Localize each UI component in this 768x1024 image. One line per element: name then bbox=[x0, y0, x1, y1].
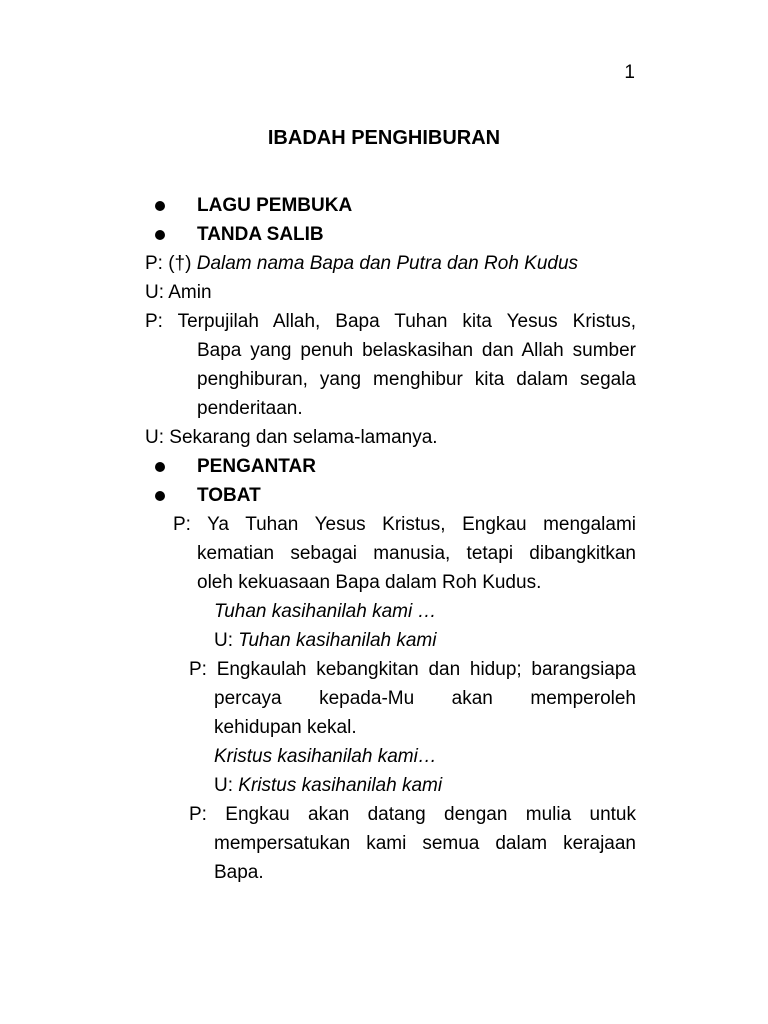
line-u-amin: U: Amin bbox=[145, 282, 212, 303]
line-p-terpujilah-4: penderitaan. bbox=[197, 398, 303, 419]
response-call-2: Kristus kasihanilah kami… bbox=[214, 746, 437, 767]
bullet-icon bbox=[155, 230, 165, 240]
heading-lagu-pembuka: LAGU PEMBUKA bbox=[197, 195, 353, 216]
line-p-terpujilah-3: penghiburan, yang menghibur kita dalam segala bbox=[197, 369, 636, 390]
line-tobat-p2-1: P: Engkaulah kebangkitan dan hidup; barangsiapa bbox=[189, 659, 636, 680]
line-tobat-p2-2: percaya kepada-Mu akan memperoleh bbox=[214, 688, 636, 709]
page-title: IBADAH PENGHIBURAN bbox=[267, 127, 501, 149]
line-tobat-p3-2: mempersatukan kami semua dalam kerajaan bbox=[214, 833, 636, 854]
bullet-icon bbox=[155, 201, 165, 211]
line-p-terpujilah-1: P: Terpujilah Allah, Bapa Tuhan kita Yesus Kristus, bbox=[145, 311, 636, 332]
heading-tanda-salib: TANDA SALIB bbox=[197, 224, 324, 245]
bullet-icon bbox=[155, 462, 165, 472]
heading-pengantar: PENGANTAR bbox=[197, 456, 316, 477]
line-tobat-p1-1: P: Ya Tuhan Yesus Kristus, Engkau mengalami bbox=[173, 514, 636, 535]
heading-tobat: TOBAT bbox=[197, 485, 261, 506]
line-p-terpujilah-2: Bapa yang penuh belaskasihan dan Allah sumber bbox=[197, 340, 636, 361]
response-u-2: U: Kristus kasihanilah kami bbox=[214, 775, 443, 796]
line-tobat-p3-3: Bapa. bbox=[214, 862, 264, 883]
line-tobat-p1-2: kematian sebagai manusia, tetapi dibangkitkan bbox=[197, 543, 636, 564]
line-tobat-p1-3: oleh kekuasaan Bapa dalam Roh Kudus. bbox=[197, 572, 542, 593]
speaker-prefix: P: (†) bbox=[145, 253, 197, 274]
invocation-text: Dalam nama Bapa dan Putra dan Roh Kudus bbox=[196, 253, 579, 274]
page-number: 1 bbox=[624, 62, 635, 83]
line-u-sekarang: U: Sekarang dan selama-lamanya. bbox=[145, 427, 438, 448]
response-u-1: U: Tuhan kasihanilah kami bbox=[214, 630, 437, 651]
line-tobat-p3-1: P: Engkau akan datang dengan mulia untuk bbox=[189, 804, 636, 825]
response-call-1: Tuhan kasihanilah kami … bbox=[214, 601, 437, 622]
line-tobat-p2-3: kehidupan kekal. bbox=[214, 717, 357, 738]
bullet-icon bbox=[155, 491, 165, 501]
line-p-tanda-salib bbox=[145, 249, 578, 278]
